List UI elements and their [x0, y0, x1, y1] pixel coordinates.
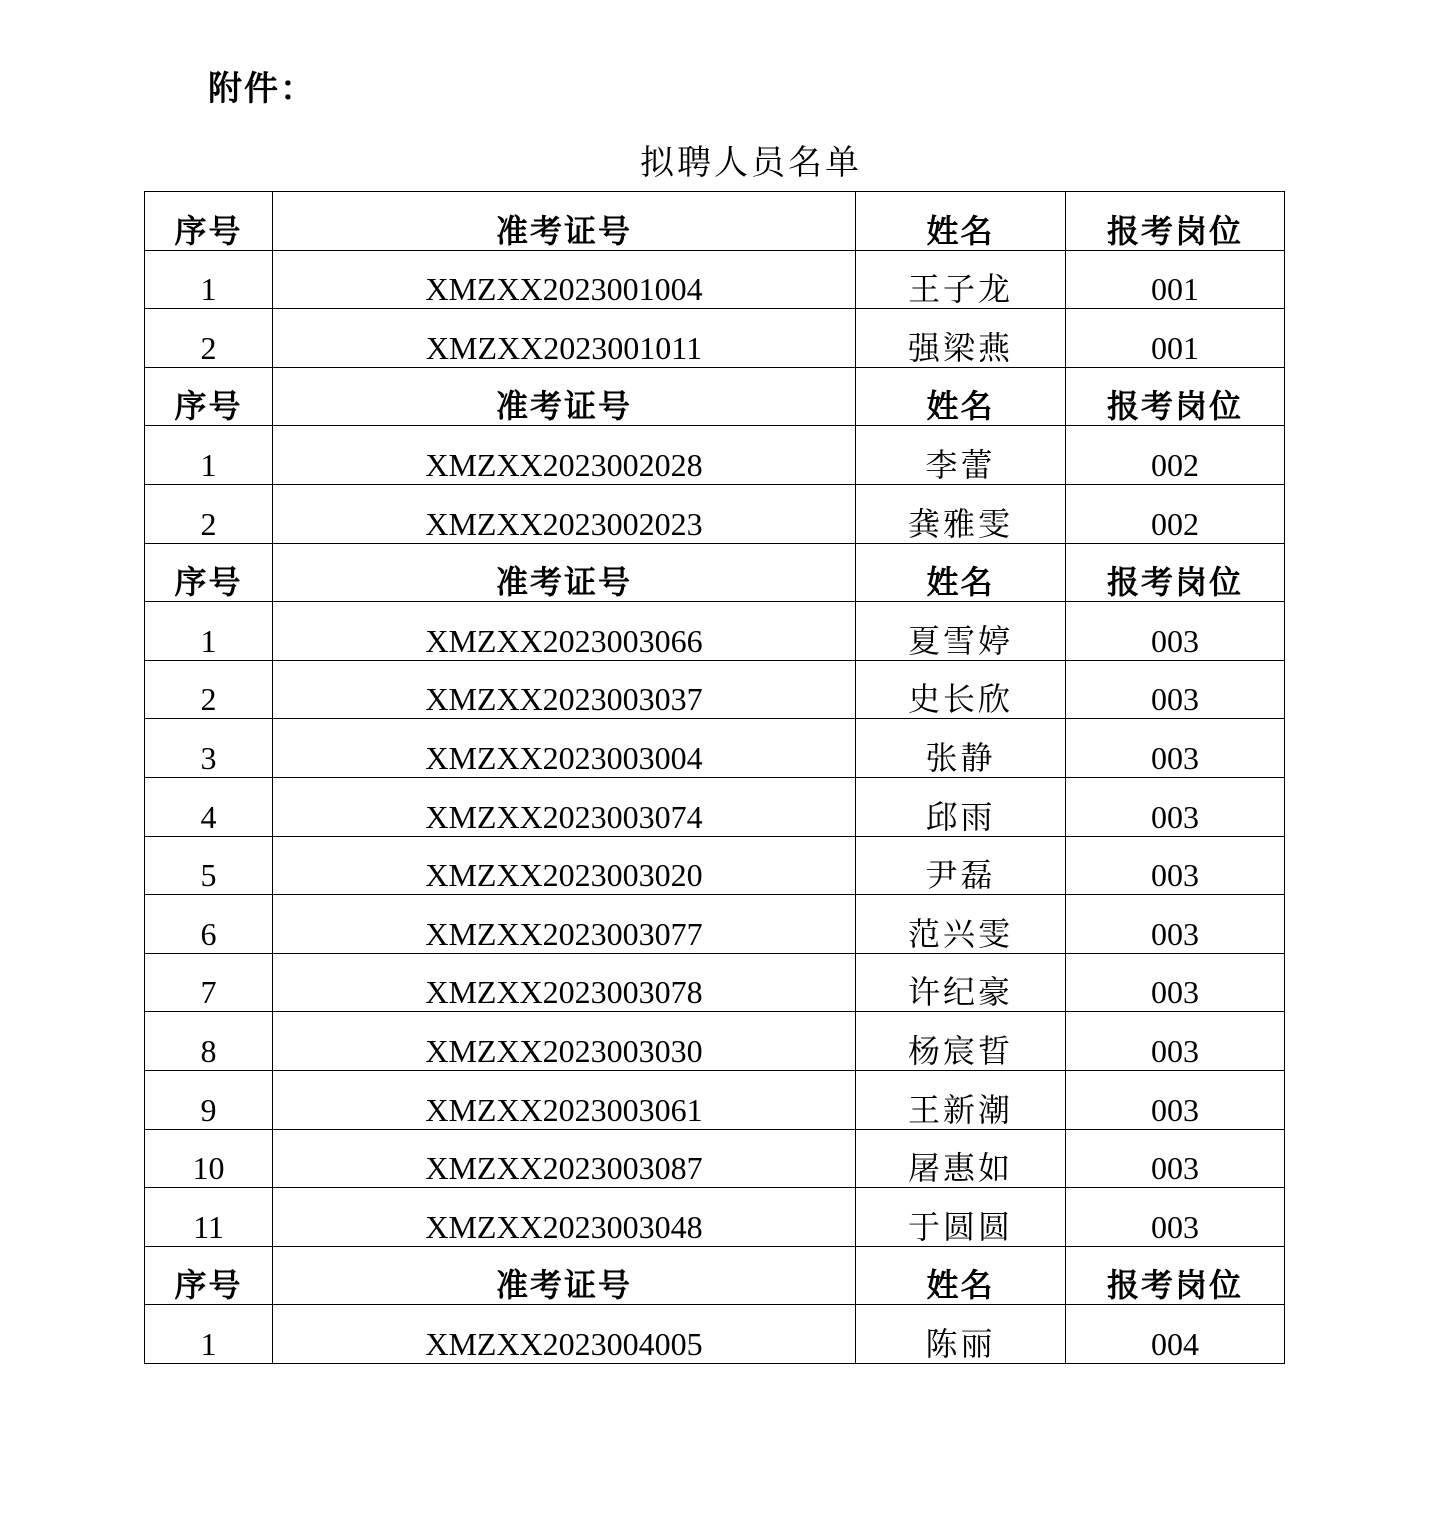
cell-post: 001 — [1066, 250, 1285, 309]
attachment-label: 附件： — [208, 69, 316, 109]
cell-exam-id: XMZXX2023003004 — [273, 719, 856, 778]
table-row — [145, 836, 1285, 895]
cell-no: 10 — [145, 1129, 273, 1188]
cell-exam-id: XMZXX2023003061 — [273, 1070, 856, 1129]
cell-post: 003 — [1066, 953, 1285, 1012]
header-name: 姓名 — [856, 543, 1066, 602]
cell-name: 强梁燕 — [856, 309, 1066, 368]
cell-post: 001 — [1066, 309, 1285, 368]
cell-post: 003 — [1066, 1129, 1285, 1188]
cell-name: 史长欣 — [856, 660, 1066, 719]
table-row — [145, 602, 1285, 661]
cell-no: 6 — [145, 895, 273, 954]
cell-post: 003 — [1066, 1188, 1285, 1247]
cell-post: 003 — [1066, 777, 1285, 836]
table-row — [145, 953, 1285, 1012]
header-no: 序号 — [145, 192, 273, 251]
header-no: 序号 — [145, 1246, 273, 1305]
cell-post: 003 — [1066, 836, 1285, 895]
cell-no: 3 — [145, 719, 273, 778]
cell-name: 张静 — [856, 719, 1066, 778]
table-header-row — [145, 192, 1285, 251]
table-row — [145, 1188, 1285, 1247]
header-no: 序号 — [145, 367, 273, 426]
cell-exam-id: XMZXX2023004005 — [273, 1305, 856, 1364]
cell-name: 王子龙 — [856, 250, 1066, 309]
table-row — [145, 426, 1285, 485]
header-no: 序号 — [145, 543, 273, 602]
header-name: 姓名 — [856, 1246, 1066, 1305]
cell-name: 于圆圆 — [856, 1188, 1066, 1247]
cell-post: 003 — [1066, 660, 1285, 719]
cell-name: 陈丽 — [856, 1305, 1066, 1364]
table-row — [145, 1070, 1285, 1129]
cell-exam-id: XMZXX2023002028 — [273, 426, 856, 485]
table-row — [145, 1305, 1285, 1364]
cell-no: 1 — [145, 1305, 273, 1364]
cell-exam-id: XMZXX2023003030 — [273, 1012, 856, 1071]
cell-name: 尹磊 — [856, 836, 1066, 895]
header-post: 报考岗位 — [1066, 543, 1285, 602]
cell-name: 屠惠如 — [856, 1129, 1066, 1188]
cell-name: 李蕾 — [856, 426, 1066, 485]
cell-no: 2 — [145, 309, 273, 368]
cell-post: 002 — [1066, 484, 1285, 543]
header-name: 姓名 — [856, 192, 1066, 251]
cell-post: 003 — [1066, 1070, 1285, 1129]
cell-no: 1 — [145, 250, 273, 309]
cell-name: 许纪豪 — [856, 953, 1066, 1012]
table-header-row — [145, 543, 1285, 602]
cell-name: 王新潮 — [856, 1070, 1066, 1129]
cell-no: 2 — [145, 660, 273, 719]
table-row — [145, 1012, 1285, 1071]
cell-exam-id: XMZXX2023001011 — [273, 309, 856, 368]
cell-exam-id: XMZXX2023003087 — [273, 1129, 856, 1188]
cell-exam-id: XMZXX2023003048 — [273, 1188, 856, 1247]
header-post: 报考岗位 — [1066, 367, 1285, 426]
cell-exam-id: XMZXX2023002023 — [273, 484, 856, 543]
cell-no: 8 — [145, 1012, 273, 1071]
table-header-row — [145, 1246, 1285, 1305]
cell-no: 5 — [145, 836, 273, 895]
header-exam-id: 准考证号 — [273, 543, 856, 602]
header-exam-id: 准考证号 — [273, 192, 856, 251]
cell-no: 7 — [145, 953, 273, 1012]
table-row — [145, 1129, 1285, 1188]
cell-no: 9 — [145, 1070, 273, 1129]
cell-no: 1 — [145, 426, 273, 485]
header-exam-id: 准考证号 — [273, 1246, 856, 1305]
cell-post: 003 — [1066, 1012, 1285, 1071]
cell-exam-id: XMZXX2023003066 — [273, 602, 856, 661]
cell-post: 003 — [1066, 602, 1285, 661]
cell-no: 4 — [145, 777, 273, 836]
cell-name: 邱雨 — [856, 777, 1066, 836]
cell-no: 2 — [145, 484, 273, 543]
table-row — [145, 660, 1285, 719]
table-row — [145, 719, 1285, 778]
cell-exam-id: XMZXX2023003020 — [273, 836, 856, 895]
table-row — [145, 777, 1285, 836]
cell-exam-id: XMZXX2023003037 — [273, 660, 856, 719]
table-row — [145, 484, 1285, 543]
header-post: 报考岗位 — [1066, 192, 1285, 251]
cell-no: 1 — [145, 602, 273, 661]
cell-exam-id: XMZXX2023003074 — [273, 777, 856, 836]
cell-exam-id: XMZXX2023003078 — [273, 953, 856, 1012]
header-name: 姓名 — [856, 367, 1066, 426]
cell-name: 龚雅雯 — [856, 484, 1066, 543]
cell-post: 003 — [1066, 895, 1285, 954]
cell-name: 夏雪婷 — [856, 602, 1066, 661]
table-row — [145, 309, 1285, 368]
cell-no: 11 — [145, 1188, 273, 1247]
document-title: 拟聘人员名单 — [640, 143, 862, 183]
table-row — [145, 250, 1285, 309]
cell-post: 002 — [1066, 426, 1285, 485]
cell-name: 范兴雯 — [856, 895, 1066, 954]
table-header-row — [145, 367, 1285, 426]
header-post: 报考岗位 — [1066, 1246, 1285, 1305]
header-exam-id: 准考证号 — [273, 367, 856, 426]
cell-post: 004 — [1066, 1305, 1285, 1364]
cell-post: 003 — [1066, 719, 1285, 778]
roster-body — [145, 192, 1285, 1364]
table-row — [145, 895, 1285, 954]
cell-exam-id: XMZXX2023001004 — [273, 250, 856, 309]
candidate-roster-table — [144, 191, 1285, 1364]
cell-name: 杨宸晢 — [856, 1012, 1066, 1071]
cell-exam-id: XMZXX2023003077 — [273, 895, 856, 954]
